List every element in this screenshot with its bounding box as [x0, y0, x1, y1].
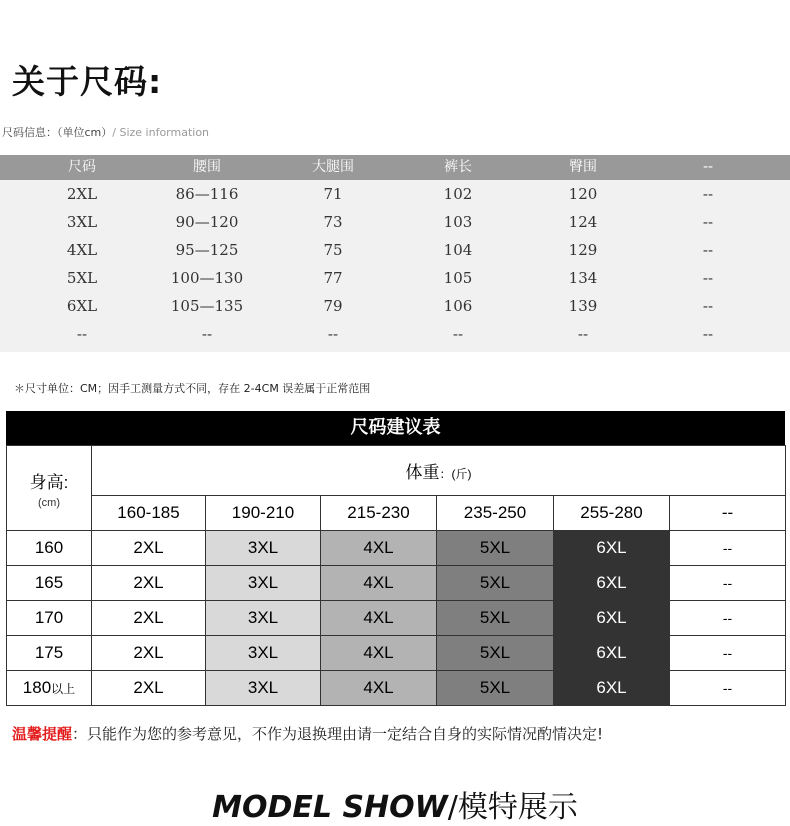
- tip-line: [12, 723, 603, 744]
- measurement-column-header: 大腿围: [312, 159, 354, 175]
- model-show-heading: [0, 782, 790, 826]
- size-cell: --: [670, 636, 786, 671]
- measurement-cell: --: [702, 297, 714, 315]
- measurement-cell: 6XL: [66, 297, 98, 315]
- measurement-column-header: 臀围: [569, 159, 597, 175]
- size-cell: 4XL: [321, 566, 437, 601]
- measurement-cell: --: [327, 325, 339, 343]
- recommendation-row: [7, 671, 786, 706]
- model-show-en: MODEL SHOW: [212, 790, 448, 825]
- size-info-line: [2, 124, 209, 140]
- measurement-cell: 102: [443, 185, 473, 203]
- size-cell: --: [670, 671, 786, 706]
- size-cell: 6XL: [554, 566, 670, 601]
- measurement-row: [0, 264, 790, 292]
- size-cell: 6XL: [554, 531, 670, 566]
- size-cell: --: [670, 531, 786, 566]
- height-cell: [7, 601, 92, 636]
- weight-header-cell: [92, 446, 786, 496]
- measurement-row: [0, 180, 790, 208]
- measurement-column-header: 尺码: [68, 159, 96, 175]
- size-cell: 4XL: [321, 601, 437, 636]
- size-cell: 5XL: [437, 636, 554, 671]
- measurement-cell: --: [201, 325, 213, 343]
- measurement-row: [0, 292, 790, 320]
- measurement-cell: 3XL: [66, 213, 98, 231]
- measurement-cell: 100—130: [170, 269, 244, 287]
- size-cell: 3XL: [206, 601, 321, 636]
- height-value: 175: [34, 643, 64, 662]
- size-cell: 3XL: [206, 566, 321, 601]
- size-info-prefix: 尺码信息：（单位cm）: [2, 126, 113, 139]
- recommendation-title: 尺码建议表: [6, 411, 785, 445]
- size-cell: 2XL: [92, 636, 206, 671]
- height-value: 170: [34, 608, 64, 627]
- measurement-row: [0, 236, 790, 264]
- measurement-cell: --: [702, 213, 714, 231]
- weight-range-cell: 215-230: [321, 496, 437, 531]
- height-cell: [7, 531, 92, 566]
- measurement-cell: 103: [443, 213, 473, 231]
- measurement-cell: --: [702, 241, 714, 259]
- measurement-cell: 2XL: [66, 185, 98, 203]
- measurement-cell: 129: [568, 241, 598, 259]
- tip-text: 只能作为您的参考意见，不作为退换理由请一定结合自身的实际情况酌情决定!: [87, 725, 604, 743]
- size-cell: 2XL: [92, 671, 206, 706]
- size-recommendation-table: [6, 411, 785, 706]
- measurement-cell: --: [76, 325, 88, 343]
- model-show-cn: /模特展示: [447, 790, 578, 825]
- size-cell: 5XL: [437, 531, 554, 566]
- size-cell: 6XL: [554, 671, 670, 706]
- recommendation-row: [7, 566, 786, 601]
- measurement-cell: 5XL: [66, 269, 98, 287]
- measurement-note: ＊尺寸单位：CM；因手工测量方式不同，存在 2-4CM 误差属于正常范围: [14, 382, 371, 395]
- measurement-cell: 77: [323, 269, 343, 287]
- size-cell: 3XL: [206, 636, 321, 671]
- measurement-cell: 134: [568, 269, 598, 287]
- size-cell: 5XL: [437, 601, 554, 636]
- weight-range-cell: 160-185: [92, 496, 206, 531]
- height-value: 160: [34, 538, 64, 557]
- size-cell: 2XL: [92, 566, 206, 601]
- weight-range-cell: 255-280: [554, 496, 670, 531]
- recommendation-row: [7, 601, 786, 636]
- size-cell: 3XL: [206, 531, 321, 566]
- measurement-cell: 104: [443, 241, 473, 259]
- size-cell: 2XL: [92, 601, 206, 636]
- measurement-column-header: 裤长: [444, 159, 472, 175]
- measurement-cell: --: [577, 325, 589, 343]
- measurement-row: [0, 320, 790, 348]
- measurement-cell: 71: [323, 185, 343, 203]
- measurement-cell: 139: [568, 297, 598, 315]
- measurement-column-header: --: [702, 159, 714, 175]
- tip-colon: ：: [72, 725, 88, 743]
- recommendation-row: [7, 531, 786, 566]
- measurement-cell: 124: [568, 213, 598, 231]
- recommendation-grid: [6, 445, 786, 706]
- tip-label: 温馨提醒: [12, 725, 73, 743]
- size-cell: 6XL: [554, 601, 670, 636]
- size-info-en: / Size information: [112, 126, 210, 139]
- measurement-cell: 73: [323, 213, 343, 231]
- measurement-column-header: 腰围: [193, 159, 221, 175]
- weight-range-cell: 235-250: [437, 496, 554, 531]
- height-cell: [7, 636, 92, 671]
- measurement-cell: 105—135: [170, 297, 244, 315]
- measurement-cell: 106: [443, 297, 473, 315]
- weight-label: 体重: [405, 463, 440, 482]
- measurement-cell: --: [452, 325, 464, 343]
- measurement-row: [0, 208, 790, 236]
- measurement-cell: 90—120: [175, 213, 239, 231]
- height-header-cell: [7, 446, 92, 531]
- size-cell: 5XL: [437, 671, 554, 706]
- measurement-cell: --: [702, 269, 714, 287]
- height-unit: (cm): [38, 496, 60, 509]
- measurement-cell: 86—116: [175, 185, 239, 203]
- measurement-cell: --: [702, 185, 714, 203]
- measurement-cell: --: [702, 325, 714, 343]
- size-cell: 4XL: [321, 636, 437, 671]
- measurement-cell: 105: [443, 269, 473, 287]
- measurement-cell: 79: [323, 297, 343, 315]
- size-cell: 4XL: [321, 531, 437, 566]
- measurement-table-header: [0, 155, 790, 180]
- measurement-cell: 4XL: [66, 241, 98, 259]
- weight-range-cell: 190-210: [206, 496, 321, 531]
- size-cell: 5XL: [437, 566, 554, 601]
- size-cell: --: [670, 566, 786, 601]
- height-suffix: 以上: [51, 682, 76, 696]
- weight-unit: ：(斤): [439, 467, 472, 481]
- size-cell: 6XL: [554, 636, 670, 671]
- weight-range-cell: --: [670, 496, 786, 531]
- height-value: 180: [22, 678, 52, 697]
- height-value: 165: [34, 573, 64, 592]
- size-cell: 2XL: [92, 531, 206, 566]
- height-cell: [7, 566, 92, 601]
- height-label: 身高:: [29, 472, 69, 492]
- measurement-cell: 95—125: [175, 241, 239, 259]
- measurement-cell: 120: [568, 185, 598, 203]
- measurement-cell: 75: [323, 241, 343, 259]
- size-cell: 3XL: [206, 671, 321, 706]
- recommendation-row: [7, 636, 786, 671]
- measurement-table: [0, 155, 790, 352]
- height-cell: [7, 671, 92, 706]
- size-cell: 4XL: [321, 671, 437, 706]
- page-title: 关于尺码:: [12, 62, 163, 101]
- size-cell: --: [670, 601, 786, 636]
